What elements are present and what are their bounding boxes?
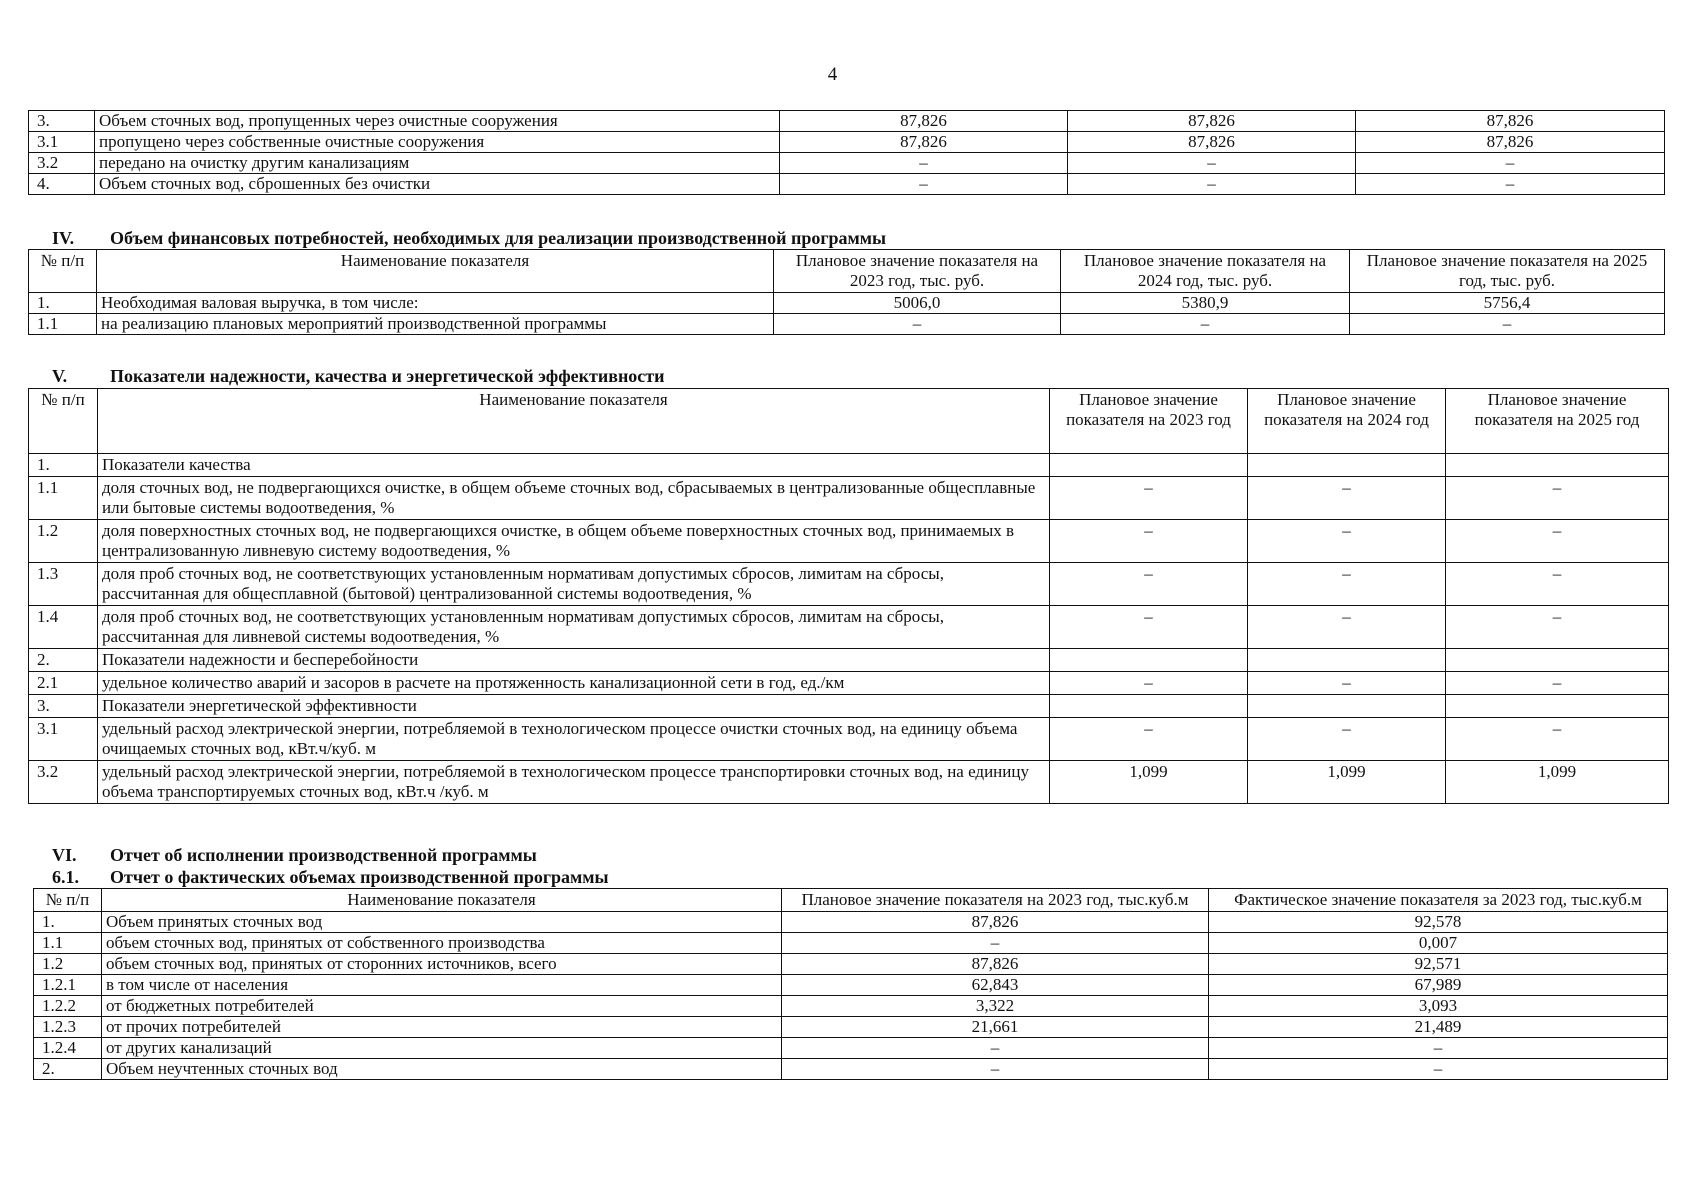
header-actual-2023: Фактическое значение показателя за 2023 год, тыс.куб.м — [1209, 889, 1668, 912]
value-2025 — [1446, 695, 1669, 718]
value-2024: – — [1248, 477, 1446, 520]
plan-value-2023: 3,322 — [782, 996, 1209, 1017]
table-header-row — [29, 250, 1665, 293]
indicator-name: объем сточных вод, принятых от собственного производства — [102, 933, 782, 954]
row-number: 1.1 — [29, 314, 97, 335]
indicator-name: Объем принятых сточных вод — [102, 912, 782, 933]
value-2023 — [1050, 454, 1248, 477]
indicator-name: удельное количество аварий и засоров в расчете на протяженность канализационной сети в год, ед./км — [98, 672, 1050, 695]
value-2025 — [1446, 649, 1669, 672]
header-plan-2023: Плановое значение показателя на 2023 год — [1050, 389, 1248, 454]
value-2024: 5380,9 — [1061, 293, 1350, 314]
value-2025: – — [1446, 606, 1669, 649]
plan-value-2023: – — [782, 1038, 1209, 1059]
table-row — [29, 761, 1669, 804]
header-plan-2025: Плановое значение показателя на 2025 год — [1446, 389, 1669, 454]
value-2025: – — [1446, 672, 1669, 695]
table-row — [29, 153, 1665, 174]
value-2025: 5756,4 — [1350, 293, 1665, 314]
section-iv-number: IV. — [52, 228, 75, 248]
plan-value-2023: 62,843 — [782, 975, 1209, 996]
header-plan-2025: Плановое значение показателя на 2025 год, тыс. руб. — [1350, 250, 1665, 293]
plan-value-2023: – — [782, 1059, 1209, 1080]
row-number: 1.2.4 — [34, 1038, 102, 1059]
indicator-name: передано на очистку другим канализациям — [95, 153, 780, 174]
actual-volumes-table — [33, 888, 1668, 1080]
value-2023: – — [1050, 606, 1248, 649]
indicator-name: доля проб сточных вод, не соответствующих установленным нормативам допустимых сбросов, лимитам на сбросы, рассчитанная для общесплавной (бытовой) централизованной системы водоотведения, % — [98, 563, 1050, 606]
row-number: 3. — [29, 111, 95, 132]
header-plan-2024: Плановое значение показателя на 2024 год, тыс. руб. — [1061, 250, 1350, 293]
plan-value-2023: 21,661 — [782, 1017, 1209, 1038]
value-2025: 1,099 — [1446, 761, 1669, 804]
section-6-1-number: 6.1. — [52, 867, 79, 887]
value-2024: – — [1248, 672, 1446, 695]
value-2025: – — [1446, 563, 1669, 606]
indicator-name: от других канализаций — [102, 1038, 782, 1059]
value-2025: – — [1446, 718, 1669, 761]
indicator-name: Необходимая валовая выручка, в том числе: — [97, 293, 774, 314]
value-2023: 87,826 — [780, 111, 1068, 132]
indicator-name: удельный расход электрической энергии, потребляемой в технологическом процессе транспортировки сточных вод, на единицу объема транспортируемых сточных вод, кВт.ч /куб. м — [98, 761, 1050, 804]
value-2024: – — [1061, 314, 1350, 335]
actual-value-2023: 0,007 — [1209, 933, 1668, 954]
table-row — [34, 996, 1668, 1017]
value-2024: – — [1068, 153, 1356, 174]
section-v-number: V. — [52, 366, 68, 386]
plan-value-2023: 87,826 — [782, 954, 1209, 975]
indicator-name: удельный расход электрической энергии, потребляемой в технологическом процессе очистки сточных вод, на единицу объема очищаемых сточных вод, кВт.ч/куб. м — [98, 718, 1050, 761]
header-number: № п/п — [34, 889, 102, 912]
table-header-row — [29, 389, 1669, 454]
section-iv-title: Объем финансовых потребностей, необходимых для реализации производственной программы — [110, 228, 887, 248]
indicator-name: доля поверхностных сточных вод, не подвергающихся очистке, в общем объеме поверхностных сточных вод, принимаемых в централизованную ливневую систему водоотведения, % — [98, 520, 1050, 563]
value-2024 — [1248, 454, 1446, 477]
section-vi-heading — [36, 845, 537, 866]
indicator-name: Объем сточных вод, сброшенных без очистки — [95, 174, 780, 195]
value-2024: 87,826 — [1068, 111, 1356, 132]
table-header-row — [34, 889, 1668, 912]
section-6-1-heading — [36, 867, 609, 888]
row-number: 3.1 — [29, 132, 95, 153]
table-row — [34, 912, 1668, 933]
table-row — [29, 718, 1669, 761]
indicator-name: от бюджетных потребителей — [102, 996, 782, 1017]
section-vi-number: VI. — [52, 845, 77, 865]
header-number: № п/п — [29, 389, 98, 454]
section-6-1-title: Отчет о фактических объемах производственной программы — [110, 867, 609, 887]
value-2025: – — [1446, 477, 1669, 520]
section-v-title: Показатели надежности, качества и энергетической эффективности — [110, 366, 665, 386]
table-row — [34, 975, 1668, 996]
value-2023: – — [774, 314, 1061, 335]
actual-value-2023: 3,093 — [1209, 996, 1668, 1017]
indicator-name: доля сточных вод, не подвергающихся очистке, в общем объеме сточных вод, сбрасываемых в централизованные общесплавные или бытовые системы водоотведения, % — [98, 477, 1050, 520]
value-2024: – — [1248, 520, 1446, 563]
value-2023: – — [1050, 520, 1248, 563]
value-2024: 87,826 — [1068, 132, 1356, 153]
value-2024: 1,099 — [1248, 761, 1446, 804]
value-2025: – — [1356, 174, 1665, 195]
indicator-name: пропущено через собственные очистные сооружения — [95, 132, 780, 153]
actual-value-2023: – — [1209, 1059, 1668, 1080]
indicator-name: Объем неучтенных сточных вод — [102, 1059, 782, 1080]
section-vi-title: Отчет об исполнении производственной программы — [110, 845, 537, 865]
row-number: 3.2 — [29, 761, 98, 804]
value-2025 — [1446, 454, 1669, 477]
financial-needs-table — [28, 249, 1665, 335]
table-row — [29, 649, 1669, 672]
value-2025: 87,826 — [1356, 132, 1665, 153]
table-row — [29, 563, 1669, 606]
table-row — [29, 695, 1669, 718]
row-number: 1.2 — [34, 954, 102, 975]
value-2023: 1,099 — [1050, 761, 1248, 804]
page-number: 4 — [827, 64, 838, 85]
indicator-name: объем сточных вод, принятых от сторонних источников, всего — [102, 954, 782, 975]
actual-value-2023: 92,578 — [1209, 912, 1668, 933]
table-row — [34, 933, 1668, 954]
row-number: 1. — [29, 293, 97, 314]
row-number: 1.2.2 — [34, 996, 102, 1017]
actual-value-2023: 21,489 — [1209, 1017, 1668, 1038]
section-iv-heading — [36, 228, 886, 249]
indicator-name: на реализацию плановых мероприятий производственной программы — [97, 314, 774, 335]
row-number: 2. — [29, 649, 98, 672]
value-2023 — [1050, 649, 1248, 672]
value-2024 — [1248, 649, 1446, 672]
table-row — [29, 132, 1665, 153]
value-2024: – — [1248, 563, 1446, 606]
row-number: 1.2.1 — [34, 975, 102, 996]
row-number: 1.4 — [29, 606, 98, 649]
row-number: 1.2.3 — [34, 1017, 102, 1038]
value-2023: – — [780, 153, 1068, 174]
value-2024: – — [1248, 606, 1446, 649]
table-row — [29, 672, 1669, 695]
header-number: № п/п — [29, 250, 97, 293]
table-row — [29, 477, 1669, 520]
header-name: Наименование показателя — [97, 250, 774, 293]
table-row — [29, 111, 1665, 132]
value-2024 — [1248, 695, 1446, 718]
value-2025: – — [1350, 314, 1665, 335]
table-row — [34, 954, 1668, 975]
value-2023: – — [780, 174, 1068, 195]
table-row — [29, 606, 1669, 649]
value-2025: – — [1446, 520, 1669, 563]
row-number: 2.1 — [29, 672, 98, 695]
actual-value-2023: 92,571 — [1209, 954, 1668, 975]
indicator-name: Показатели энергетической эффективности — [98, 695, 1050, 718]
row-number: 3.2 — [29, 153, 95, 174]
row-number: 1. — [29, 454, 98, 477]
value-2024: – — [1248, 718, 1446, 761]
table-row — [29, 520, 1669, 563]
indicator-name: Объем сточных вод, пропущенных через очистные сооружения — [95, 111, 780, 132]
row-number: 4. — [29, 174, 95, 195]
header-plan-2024: Плановое значение показателя на 2024 год — [1248, 389, 1446, 454]
indicator-name: в том числе от населения — [102, 975, 782, 996]
table-row — [34, 1017, 1668, 1038]
value-2025: 87,826 — [1356, 111, 1665, 132]
plan-value-2023: 87,826 — [782, 912, 1209, 933]
table-row — [29, 314, 1665, 335]
row-number: 1.2 — [29, 520, 98, 563]
value-2023: 87,826 — [780, 132, 1068, 153]
header-name: Наименование показателя — [102, 889, 782, 912]
row-number: 1.3 — [29, 563, 98, 606]
reliability-quality-table — [28, 388, 1669, 804]
value-2023: – — [1050, 672, 1248, 695]
value-2023: – — [1050, 718, 1248, 761]
section-v-heading — [36, 366, 665, 387]
table-row — [34, 1059, 1668, 1080]
row-number: 1. — [34, 912, 102, 933]
row-number: 1.1 — [34, 933, 102, 954]
actual-value-2023: 67,989 — [1209, 975, 1668, 996]
value-2023: 5006,0 — [774, 293, 1061, 314]
indicator-name: доля проб сточных вод, не соответствующих установленным нормативам допустимых сбросов, лимитам на сбросы, рассчитанная для ливневой системы водоотведения, % — [98, 606, 1050, 649]
value-2024: – — [1068, 174, 1356, 195]
indicator-name: Показатели надежности и бесперебойности — [98, 649, 1050, 672]
row-number: 1.1 — [29, 477, 98, 520]
table-row — [34, 1038, 1668, 1059]
table-row — [29, 454, 1669, 477]
actual-value-2023: – — [1209, 1038, 1668, 1059]
value-2023 — [1050, 695, 1248, 718]
indicator-name: Показатели качества — [98, 454, 1050, 477]
indicator-name: от прочих потребителей — [102, 1017, 782, 1038]
value-2025: – — [1356, 153, 1665, 174]
header-name: Наименование показателя — [98, 389, 1050, 454]
table-row — [29, 174, 1665, 195]
table-row — [29, 293, 1665, 314]
header-plan-2023: Плановое значение показателя на 2023 год, тыс.куб.м — [782, 889, 1209, 912]
row-number: 3.1 — [29, 718, 98, 761]
row-number: 3. — [29, 695, 98, 718]
wastewater-volume-table — [28, 110, 1665, 195]
row-number: 2. — [34, 1059, 102, 1080]
value-2023: – — [1050, 563, 1248, 606]
header-plan-2023: Плановое значение показателя на 2023 год, тыс. руб. — [774, 250, 1061, 293]
value-2023: – — [1050, 477, 1248, 520]
plan-value-2023: – — [782, 933, 1209, 954]
